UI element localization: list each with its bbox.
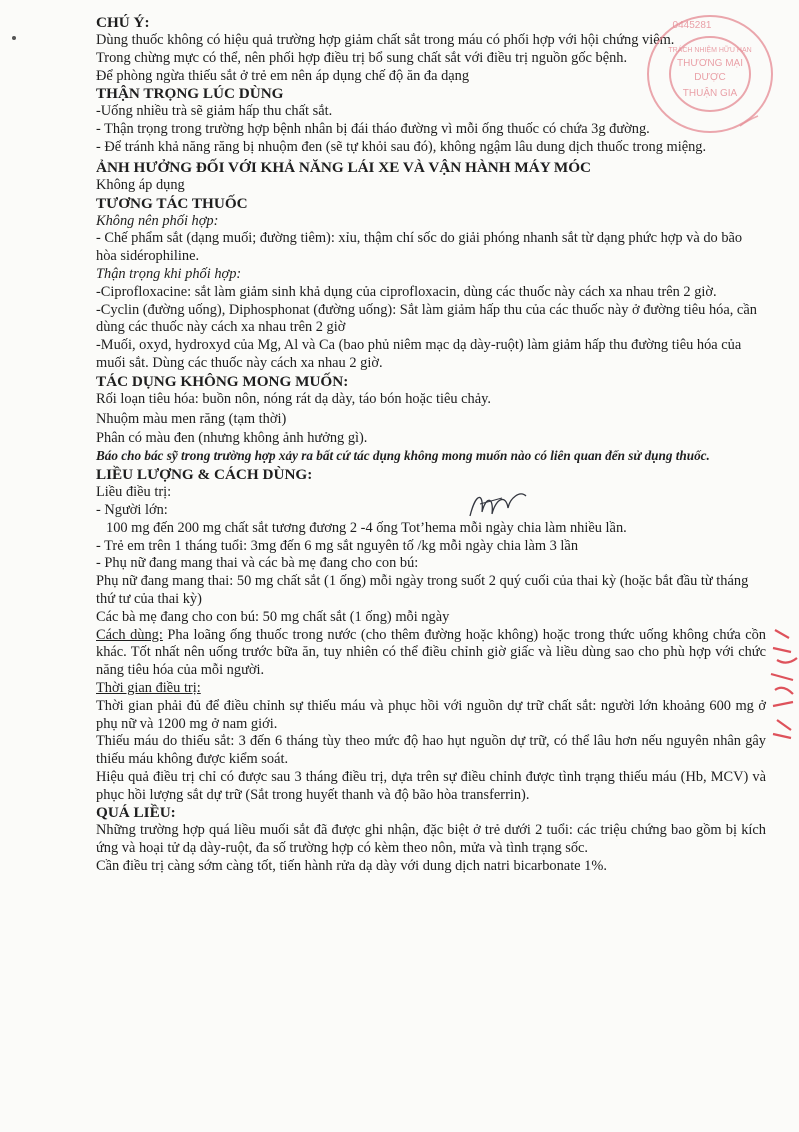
cach-dung-paragraph xyxy=(96,627,766,680)
thoi-gian-line-3: Hiệu quả điều trị chỉ có được sau 3 tháng điều trị, dựa trên sự điều chỉnh được tình trạng thiếu máu (Hb, MCV) và phục hồi lượng sắt dự trữ (Sắt trong huyết thanh và độ bão hòa transferrin). xyxy=(96,768,766,803)
than-trong-line-1: -Uống nhiều trà sẽ giảm hấp thu chất sắt. xyxy=(96,103,333,120)
lieu-luong-line-6: Phụ nữ đang mang thai: 50 mg chất sắt (1 ống) mỗi ngày trong suốt 2 quý cuối của thai kỳ (hoặc bắt đầu từ tháng thứ tư của thai kỳ) xyxy=(96,573,749,607)
lieu-luong-line-1: Liều điều trị: xyxy=(96,484,172,501)
lieu-luong-line-3: 100 mg đến 200 mg chất sắt tương đương 2 -4 ống Tot’hema mỗi ngày chia làm nhiều lần. xyxy=(106,519,627,536)
lieu-luong-line-7: Các bà mẹ đang cho con bú: 50 mg chất sắt (1 ống) mỗi ngày xyxy=(96,608,450,625)
company-stamp xyxy=(630,8,780,138)
heading-lai-xe: ẢNH HƯỞNG ĐỐI VỚI KHẢ NĂNG LÁI XE VÀ VẬN HÀNH MÁY MÓC xyxy=(96,158,592,176)
document-page xyxy=(96,14,766,876)
lieu-luong-line-5: - Phụ nữ đang mang thai và các bà mẹ đang cho con bú: xyxy=(96,555,419,572)
tuong-tac-line-2: -Ciprofloxacine: sắt làm giảm sinh khả dụng của ciprofloxacin, dùng các thuốc này cách xa nhau trên 2 giờ. xyxy=(96,283,717,300)
than-trong-line-3: - Để tránh khả năng răng bị nhuộm đen (sẽ tự khỏi sau đó), không ngậm lâu dung dịch thuốc trong miệng. xyxy=(96,138,707,155)
heading-than-trong: THẬN TRỌNG LÚC DÙNG xyxy=(96,85,284,103)
stamp-line-2: THƯƠNG MẠI xyxy=(676,58,744,69)
chu-y-line-1: Dùng thuốc không có hiệu quả trường hợp giảm chất sắt trong máu có phối hợp với hội chứng viêm. xyxy=(96,32,675,48)
heading-lieu-luong: LIỀU LƯỢNG & CÁCH DÙNG: xyxy=(96,466,313,484)
heading-tac-dung: TÁC DỤNG KHÔNG MONG MUỐN: xyxy=(96,372,349,390)
cach-dung-label: Cách dùng: xyxy=(96,626,163,643)
lieu-luong-line-4: - Trẻ em trên 1 tháng tuổi: 3mg đến 6 mg sắt nguyên tố /kg mỗi ngày chia làm 3 lần xyxy=(96,537,579,554)
edge-stamp xyxy=(765,610,799,750)
stamp-line-1: TRÁCH NHIỆM HỮU HẠN xyxy=(668,47,752,54)
tuong-tac-line-3: -Cyclin (đường uống), Diphosphonat (đường uống): Sắt làm giảm hấp thu của các thuốc này ở đường tiêu hóa, cần dùng các thuốc này cách xa nhau trên 2 giờ xyxy=(96,301,757,336)
qua-lieu-line-2: Cần điều trị càng sớm càng tốt, tiến hành rửa dạ dày với dung dịch natri bicarbonate 1%. xyxy=(96,858,607,875)
tac-dung-line-3: Phân có màu đen (nhưng không ảnh hưởng gì). xyxy=(96,430,368,447)
scan-speck xyxy=(12,36,16,40)
thoi-gian-line-1: Thời gian phải đủ để điều chỉnh sự thiếu máu và phục hồi với nguồn dự trữ chất sắt: người lớn khoảng 600 mg ở phụ nữ và 1200 mg ở nam giới. xyxy=(96,697,766,732)
qua-lieu-line-1: Những trường hợp quá liều muối sắt đã được ghi nhận, đặc biệt ở trẻ dưới 2 tuổi: các triệu chứng bao gồm bị kích ứng và hoại tử dạ dày-ruột, đa số trường hợp có kèm theo nôn, mửa và tình trạng sốc. xyxy=(96,822,766,857)
chu-y-line-2: Trong chừng mực có thể, nên phối hợp điều trị bổ sung chất sắt với điều trị nguồn gốc bệnh. xyxy=(96,49,628,66)
heading-chu-y: CHÚ Ý: xyxy=(96,14,150,31)
stamp-number: 0445281 xyxy=(672,20,712,31)
stamp-line-3: DƯỢC xyxy=(694,72,726,83)
thoi-gian-label: Thời gian điều trị: xyxy=(96,679,201,696)
thoi-gian-line-2: Thiếu máu do thiếu sắt: 3 đến 6 tháng tùy theo mức độ hao hụt nguồn dự trữ, có thể lâu hơn nếu nguyên nhân gây thiếu máu không được kiểm soát. xyxy=(96,733,766,768)
cach-dung-text: Pha loãng ống thuốc trong nước (cho thêm đường hoặc không) hoặc trong thức uống không chứa cồn khác. Tốt nhất nên uống trước bữa ăn, tuy nhiên có thể điều chỉnh giờ giấc và liều dùng sao cho phù hợp với chức năng tiêu hóa của mỗi người. xyxy=(96,626,766,679)
tuong-tac-line-4: -Muối, oxyd, hydroxyd của Mg, Al và Ca (bao phủ niêm mạc dạ dày-ruột) làm giảm hấp thu đường tiêu hóa của muối sắt. Dùng các thuốc này cách xa nhau 2 giờ. xyxy=(96,337,742,371)
lieu-luong-line-2: - Người lớn: xyxy=(96,501,168,518)
chu-y-line-3: Để phòng ngừa thiếu sắt ở trẻ em nên áp dụng chế độ ăn đa dạng xyxy=(96,67,470,84)
lai-xe-text: Không áp dụng xyxy=(96,176,185,193)
stamp-line-4: THUẬN GIA xyxy=(682,88,738,99)
tuong-tac-subheading-1: Không nên phối hợp: xyxy=(96,212,219,229)
heading-tuong-tac: TƯƠNG TÁC THUỐC xyxy=(96,194,248,212)
signature xyxy=(462,486,532,526)
than-trong-line-2: - Thận trọng trong trường hợp bệnh nhân bị đái tháo đường vì mỗi ống thuốc có chứa 3g đường. xyxy=(96,121,650,138)
tac-dung-line-1: Rối loạn tiêu hóa: buồn nôn, nóng rát dạ dày, táo bón hoặc tiêu chảy. xyxy=(96,390,491,407)
heading-qua-lieu: QUÁ LIỀU: xyxy=(96,804,176,822)
tac-dung-note: Báo cho bác sỹ trong trường hợp xảy ra bất cứ tác dụng không mong muốn nào có liên quan đến sử dụng thuốc. xyxy=(96,448,710,464)
tac-dung-line-2: Nhuộm màu men răng (tạm thời) xyxy=(96,410,287,427)
tuong-tac-line-1: - Chế phẩm sắt (dạng muối; đường tiêm): xỉu, thậm chí sốc do giải phóng nhanh sắt từ dạng phức hợp và do bão hòa sidérophiline. xyxy=(96,230,743,265)
tuong-tac-subheading-2: Thận trọng khi phối hợp: xyxy=(96,265,242,282)
